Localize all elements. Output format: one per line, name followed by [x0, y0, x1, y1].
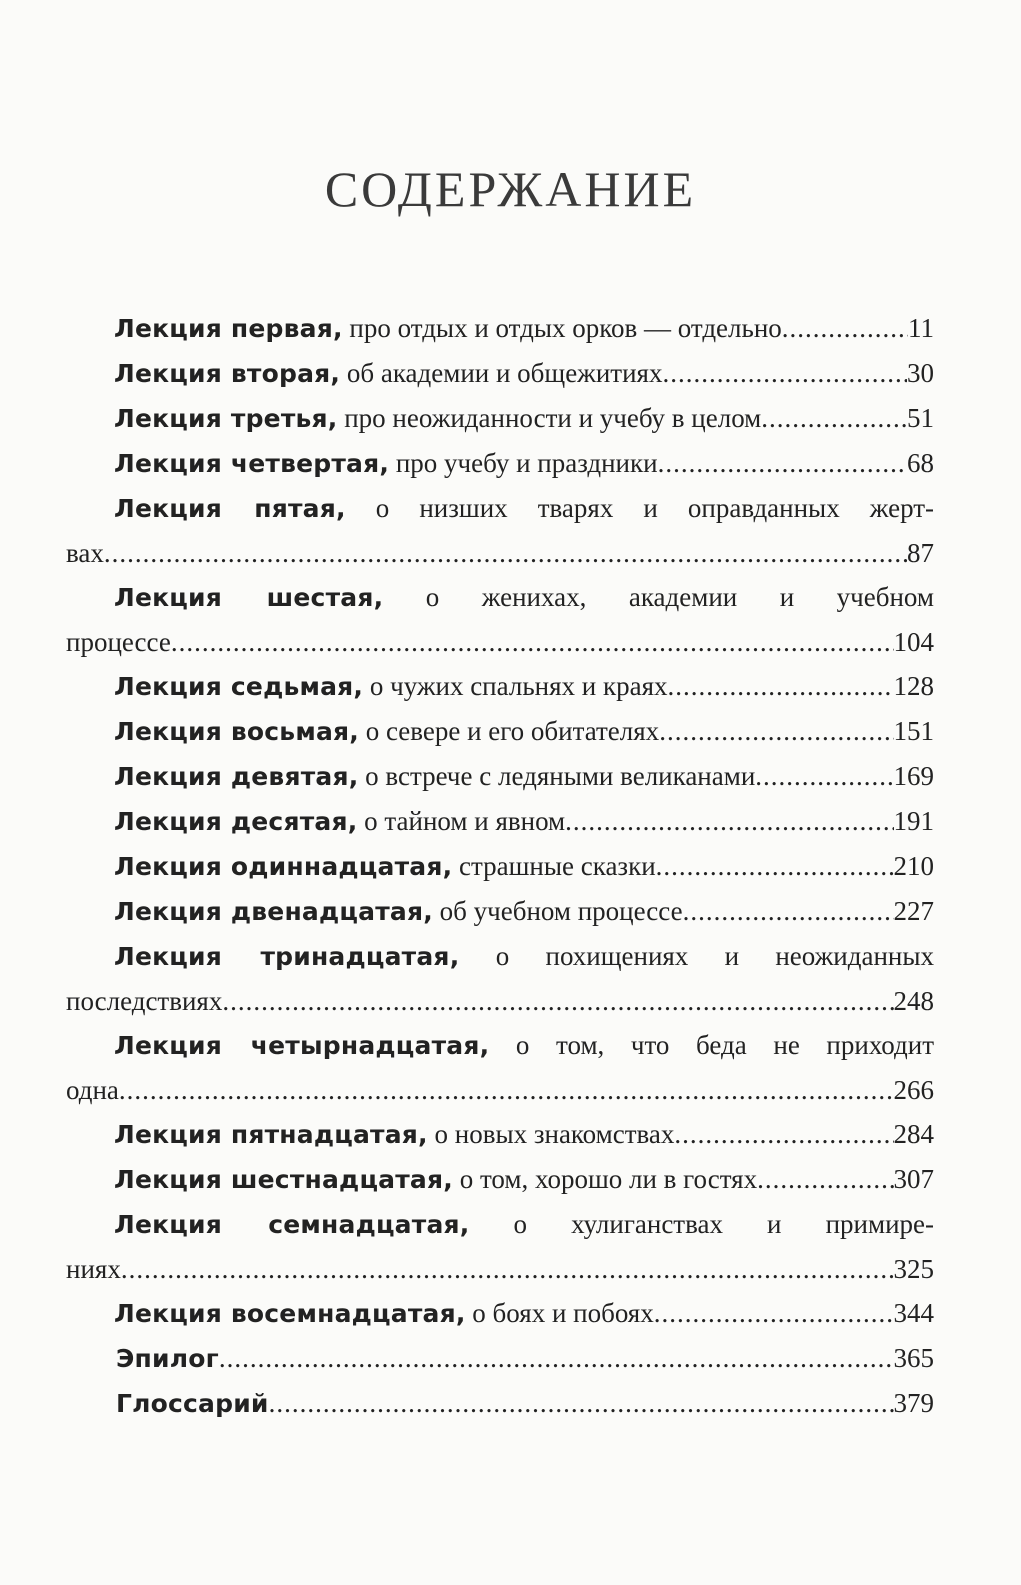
- toc-entry-4: [66, 441, 934, 486]
- toc-entry-heading: Лекция двенадцатая,: [114, 897, 433, 926]
- toc-entry-heading: Лекция семнадцатая,: [114, 1210, 470, 1239]
- toc-entry-17: [66, 1202, 934, 1291]
- toc-entry-7: [66, 664, 934, 709]
- toc-page-number: 51: [907, 403, 934, 433]
- leader-dots: [658, 441, 907, 485]
- leader-dots: [662, 351, 907, 395]
- toc-entry-description: о тайном и явном: [357, 806, 566, 836]
- toc-entry-18: [66, 1291, 934, 1336]
- toc-entry-15: [66, 1112, 934, 1157]
- toc-entry-heading: Лекция восемнадцатая,: [114, 1299, 466, 1328]
- toc-entry-1: [66, 306, 934, 351]
- leader-dots: [755, 754, 893, 798]
- toc-page-number: 11: [908, 313, 934, 343]
- toc-entry-description: про неожиданности и учебу в целом: [337, 403, 762, 433]
- toc-entry-11: [66, 844, 934, 889]
- toc-entry-heading: Лекция первая,: [114, 314, 343, 343]
- toc-entry-description: о том, что беда не приходит: [489, 1030, 934, 1060]
- toc-page-number: 325: [893, 1254, 934, 1284]
- page-title: СОДЕРЖАНИЕ: [324, 161, 697, 217]
- toc-page-number: 266: [893, 1075, 934, 1105]
- toc-entry-continuation: вах: [66, 538, 104, 568]
- toc-page-number: 365: [893, 1343, 934, 1373]
- toc-entry-10: [66, 799, 934, 844]
- leader-dots: [659, 709, 893, 753]
- toc-entry-continuation: последствиях: [66, 986, 223, 1016]
- toc-entry-heading: Лекция шестнадцатая,: [114, 1165, 453, 1194]
- leader-dots: [222, 979, 893, 1023]
- toc-entry-description: о похищениях и неожиданных: [459, 941, 934, 971]
- leader-dots: [219, 1336, 894, 1380]
- leader-dots: [674, 1112, 893, 1156]
- toc-entry-description: о женихах, академии и учебном: [383, 582, 934, 612]
- toc-entry-13: [66, 934, 934, 1023]
- leader-dots: [656, 844, 894, 888]
- toc-page-number: 151: [893, 716, 934, 746]
- toc-entry-description: о чужих спальнях и краях: [363, 671, 668, 701]
- toc-entry-heading: Лекция четырнадцатая,: [114, 1031, 490, 1060]
- toc-entry-description: о том, хорошо ли в гостях: [452, 1164, 758, 1194]
- toc-entry-16: [66, 1157, 934, 1202]
- toc-entry-heading: Лекция пятнадцатая,: [114, 1120, 428, 1149]
- toc-page-number: 284: [893, 1119, 934, 1149]
- leader-dots: [119, 1068, 894, 1112]
- toc-entry-heading: Лекция тринадцатая,: [114, 942, 460, 971]
- toc-entry-continuation: ниях: [66, 1254, 121, 1284]
- toc-entry-description: об академии и общежитиях: [340, 358, 663, 388]
- toc-entry-description: о встрече с ледяными великанами: [358, 761, 756, 791]
- toc-page-number: 87: [907, 538, 934, 568]
- toc-entry-description: об учебном процессе: [432, 896, 683, 926]
- toc-page-number: 307: [893, 1164, 934, 1194]
- toc-page-number: 128: [893, 671, 934, 701]
- toc-entry-9: [66, 754, 934, 799]
- toc-page-number: 248: [893, 986, 934, 1016]
- toc-entry-heading: Глоссарий: [116, 1389, 269, 1418]
- toc-page-number: 344: [893, 1298, 934, 1328]
- toc-page-number: 210: [893, 851, 934, 881]
- toc-entry-heading: Лекция четвертая,: [114, 449, 390, 478]
- toc-entry-heading: Лекция одиннадцатая,: [114, 852, 453, 881]
- toc-entry-continuation: процессе: [66, 627, 171, 657]
- leader-dots: [104, 531, 907, 575]
- toc-entry-heading: Лекция вторая,: [114, 359, 341, 388]
- toc-page-number: 191: [893, 806, 934, 836]
- toc-entry-heading: Лекция седьмая,: [114, 672, 364, 701]
- toc-page-number: 169: [893, 761, 934, 791]
- toc-entry-description: про отдых и отдых орков — отдельно: [342, 313, 782, 343]
- toc-entry-heading: Лекция девятая,: [114, 762, 359, 791]
- toc-page-number: 68: [907, 448, 934, 478]
- toc-entry-heading: Лекция шестая,: [114, 583, 384, 612]
- toc-entry-epilogue: [66, 1336, 934, 1381]
- toc-entry-heading: Лекция пятая,: [114, 494, 346, 523]
- toc-entry-glossary: [66, 1381, 934, 1426]
- toc-page-number: 104: [893, 627, 934, 657]
- toc-entry-description: страшные сказки: [452, 851, 656, 881]
- toc-entry-continuation: одна: [66, 1075, 119, 1105]
- toc-entry-heading: Лекция десятая,: [114, 807, 358, 836]
- toc-entry-description: о хулиганствах и примире-: [469, 1209, 934, 1239]
- leader-dots: [565, 799, 893, 843]
- leader-dots: [654, 1291, 894, 1335]
- toc-entry-heading: Лекция третья,: [114, 404, 338, 433]
- toc-page-number: 30: [907, 358, 934, 388]
- toc-entry-8: [66, 709, 934, 754]
- leader-dots: [683, 889, 894, 933]
- leader-dots: [269, 1381, 894, 1425]
- table-of-contents: [66, 306, 934, 1426]
- toc-entry-description: о низших тварях и оправданных жерт-: [345, 493, 934, 523]
- leader-dots: [782, 306, 908, 350]
- toc-entry-description: о новых знакомствах: [427, 1119, 675, 1149]
- leader-dots: [121, 1247, 894, 1291]
- leader-dots: [667, 664, 893, 708]
- toc-entry-description: о севере и его обитателях: [358, 716, 660, 746]
- toc-entry-14: [66, 1023, 934, 1112]
- toc-entry-heading: Лекция восьмая,: [114, 717, 359, 746]
- toc-entry-3: [66, 396, 934, 441]
- leader-dots: [761, 396, 907, 440]
- toc-entry-2: [66, 351, 934, 396]
- leader-dots: [171, 620, 894, 664]
- toc-entry-6: [66, 575, 934, 664]
- leader-dots: [757, 1157, 893, 1201]
- toc-entry-heading: Эпилог: [116, 1344, 219, 1373]
- toc-page-number: 227: [893, 896, 934, 926]
- toc-entry-12: [66, 889, 934, 934]
- toc-entry-description: о боях и побоях: [465, 1298, 654, 1328]
- toc-page-number: 379: [893, 1388, 934, 1418]
- toc-entry-description: про учебу и праздники: [389, 448, 658, 478]
- toc-entry-5: [66, 486, 934, 575]
